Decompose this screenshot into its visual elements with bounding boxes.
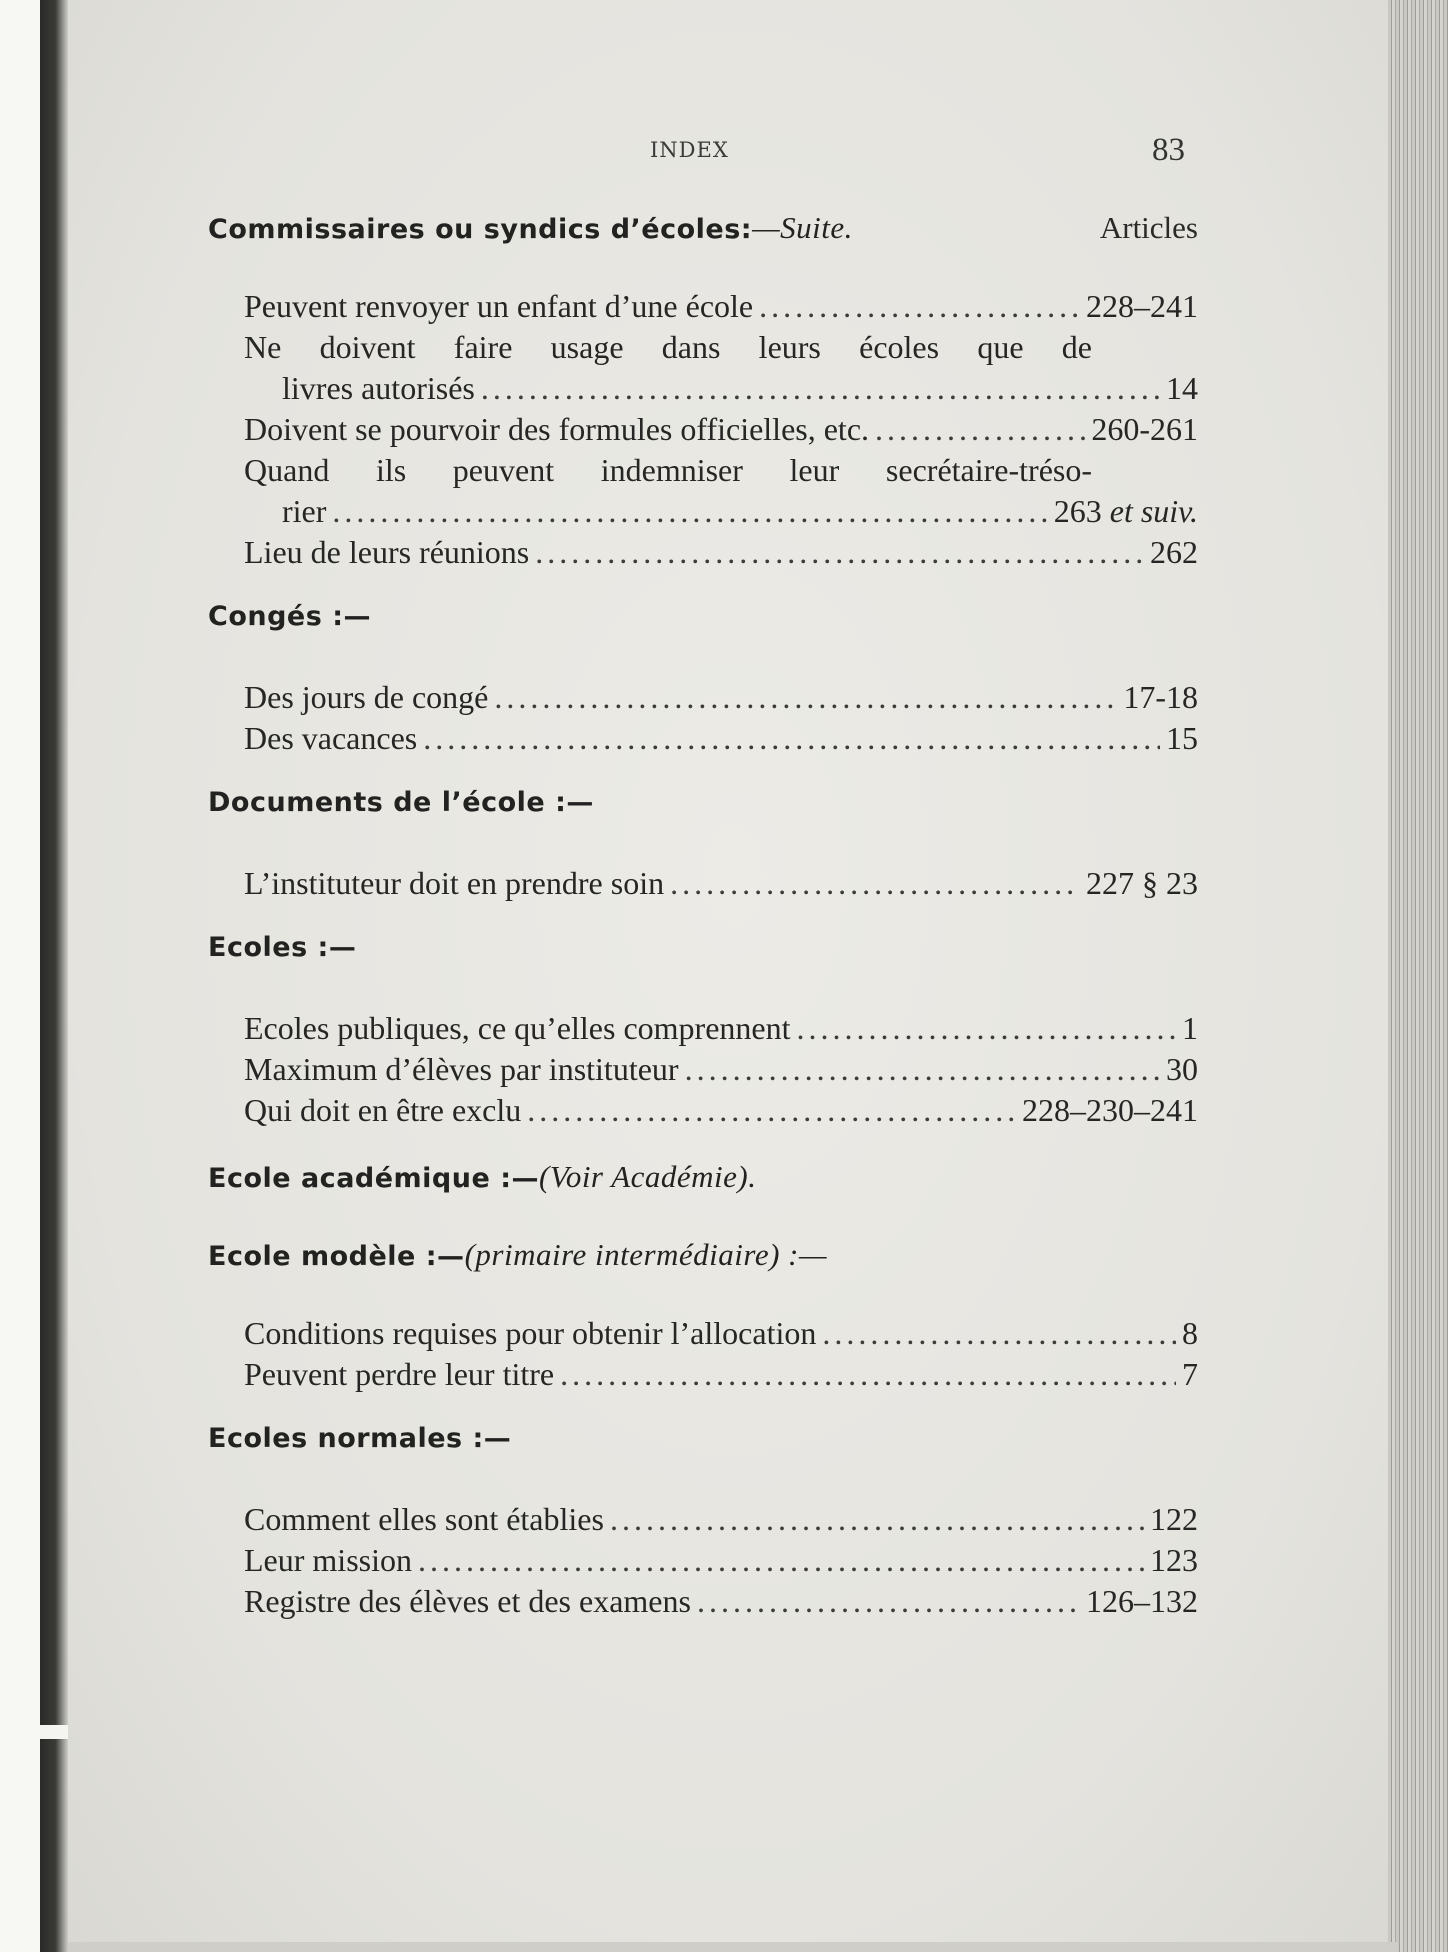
entry-reference-italic: et suiv. — [1109, 493, 1198, 529]
binding-gap — [40, 1725, 70, 1739]
dot-leader — [875, 409, 1085, 450]
section-heading — [208, 1159, 756, 1195]
entry-text: Maximum d’élèves par instituteur — [244, 1051, 679, 1087]
entry-text: Lieu de leurs réunions — [244, 534, 530, 570]
index-entry — [244, 1313, 1198, 1354]
dot-leader — [494, 677, 1117, 718]
section-title: Commissaires ou syndics d’écoles: — [208, 214, 753, 245]
dot-leader — [423, 718, 1160, 759]
entry-text: Des vacances — [244, 720, 418, 756]
index-entry — [244, 1540, 1198, 1581]
section-heading-row — [208, 1159, 1198, 1209]
book-spine-shadow — [40, 0, 68, 1952]
index-entry — [244, 1049, 1198, 1090]
entry-reference: 260-261 — [1091, 411, 1198, 447]
index-entry — [244, 368, 1198, 409]
column-label: Articles — [1099, 210, 1198, 245]
entry-text: Peuvent renvoyer un enfant d’une école — [244, 288, 754, 324]
entry-text-line1: Quand ils peuvent indemniser leur secrétaire-tréso- — [244, 452, 1092, 488]
entry-list — [208, 863, 1198, 904]
index-section — [208, 1423, 1198, 1622]
entry-reference: 123 — [1150, 1542, 1198, 1578]
entry-list — [208, 286, 1198, 573]
dot-leader — [697, 1581, 1080, 1622]
dot-leader — [481, 368, 1160, 409]
index-entry — [244, 491, 1198, 532]
entry-list — [208, 677, 1198, 759]
entry-text: Peuvent perdre leur titre — [244, 1356, 555, 1392]
index-entry — [244, 718, 1198, 759]
section-heading-row — [208, 1237, 1198, 1287]
index-section — [208, 601, 1198, 759]
entry-list — [208, 1008, 1198, 1131]
dot-leader — [670, 863, 1080, 904]
index-section — [208, 210, 1198, 573]
entry-reference: 30 — [1166, 1051, 1198, 1087]
dot-leader — [332, 491, 1047, 532]
section-title-suffix: —Suite. — [752, 210, 853, 245]
index-entry — [244, 1499, 1198, 1540]
section-heading-row — [208, 932, 1198, 982]
entry-text: Comment elles sont établies — [244, 1501, 604, 1537]
entry-text: Leur mission — [244, 1542, 412, 1578]
dot-leader — [535, 532, 1144, 573]
section-heading-row — [208, 1423, 1198, 1473]
entry-text: Registre des élèves et des examens — [244, 1583, 691, 1619]
entry-reference: 262 — [1150, 534, 1198, 570]
index-section — [208, 932, 1198, 1131]
index-entry — [244, 1581, 1198, 1622]
entry-reference: 122 — [1150, 1501, 1198, 1537]
dot-leader — [822, 1313, 1176, 1354]
entry-text: livres autorisés — [282, 370, 475, 406]
section-heading-row — [208, 601, 1198, 651]
entry-text: Ecoles publiques, ce qu’elles comprennent — [244, 1010, 791, 1046]
bottom-edge — [68, 1942, 1398, 1952]
page-stack-edges — [1388, 0, 1448, 1952]
entry-reference-number: 263 — [1053, 493, 1102, 529]
section-title: Ecole académique :— — [208, 1163, 539, 1194]
entry-text-line1: Ne doivent faire usage dans leurs écoles que de — [244, 329, 1092, 365]
page-number: 83 — [1152, 132, 1185, 168]
dot-leader — [560, 1354, 1176, 1395]
index-section — [208, 1237, 1198, 1395]
section-title-suffix: (primaire intermédiaire) — [464, 1237, 780, 1272]
index-entry — [244, 1354, 1198, 1395]
dot-leader — [610, 1499, 1144, 1540]
section-heading-row — [208, 787, 1198, 837]
entry-list — [208, 1499, 1198, 1622]
entry-reference: 17-18 — [1123, 679, 1198, 715]
section-title: Ecoles normales :— — [208, 1423, 512, 1454]
index-entry — [244, 863, 1198, 904]
index-entry — [244, 532, 1198, 573]
entry-reference: 1 — [1182, 1010, 1198, 1046]
entry-reference: 14 — [1166, 370, 1198, 406]
dot-leader — [418, 1540, 1144, 1581]
section-heading — [208, 210, 853, 246]
entry-list — [208, 1313, 1198, 1395]
dot-leader — [527, 1090, 1016, 1131]
index-entry — [244, 1008, 1198, 1049]
entry-text: Qui doit en être exclu — [244, 1092, 522, 1128]
dot-leader — [759, 286, 1080, 327]
entry-text: Doivent se pourvoir des formules officielles, etc. — [244, 411, 870, 447]
section-title: Documents de l’école :— — [208, 787, 594, 818]
entry-reference: 15 — [1166, 720, 1198, 756]
index-section — [208, 787, 1198, 904]
entry-reference — [1054, 491, 1198, 532]
dot-leader — [796, 1008, 1176, 1049]
index-section — [208, 1159, 1198, 1209]
entry-reference: 227 § 23 — [1086, 865, 1198, 901]
entry-reference: 228–230–241 — [1022, 1092, 1198, 1128]
entry-reference: 8 — [1182, 1315, 1198, 1351]
dot-leader — [685, 1049, 1160, 1090]
section-title-suffix: (Voir Académie). — [539, 1159, 757, 1194]
section-title: Congés :— — [208, 601, 371, 632]
running-head: INDEX — [650, 138, 729, 162]
entry-text: Des jours de congé — [244, 679, 489, 715]
section-heading — [208, 1237, 827, 1273]
section-title: Ecole modèle :— — [208, 1241, 465, 1272]
index-entry — [244, 1090, 1198, 1131]
index-entry — [244, 286, 1198, 327]
index-entry — [244, 677, 1198, 718]
section-heading-row — [208, 210, 1198, 260]
section-title: Ecoles :— — [208, 932, 357, 963]
section-title-tail: :— — [779, 1237, 828, 1272]
entry-reference: 7 — [1182, 1356, 1198, 1392]
entry-reference: 126–132 — [1086, 1583, 1198, 1619]
index-entry — [244, 409, 1198, 450]
entry-text: L’instituteur doit en prendre soin — [244, 865, 665, 901]
entry-text: Conditions requises pour obtenir l’allocation — [244, 1315, 817, 1351]
index-content — [208, 210, 1198, 1650]
entry-text: rier — [282, 493, 327, 529]
entry-reference: 228–241 — [1086, 288, 1198, 324]
